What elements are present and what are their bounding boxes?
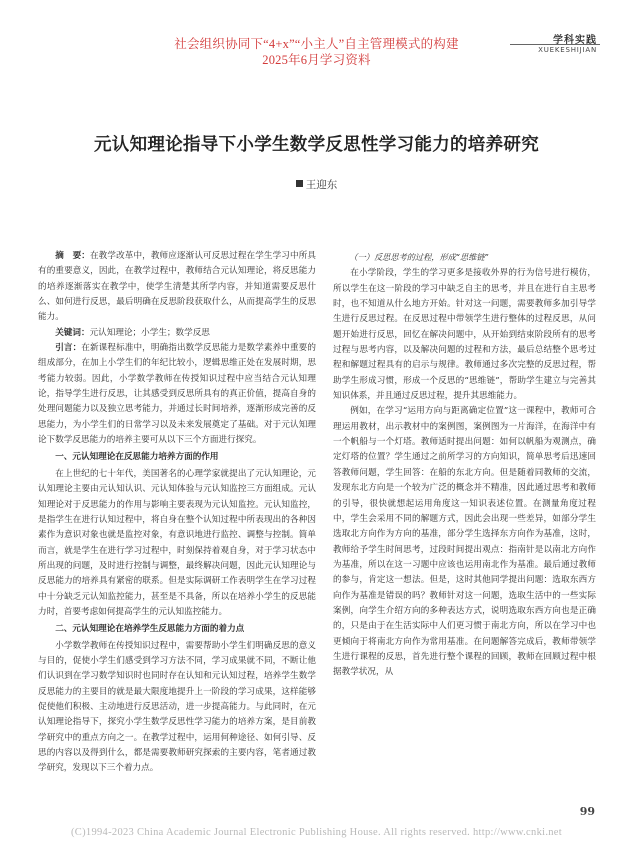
section-1-heading: 一、元认知理论在反思能力培养方面的作用 (55, 452, 219, 463)
intro-paragraph (38, 341, 316, 448)
copyright-footer: (C)1994-2023 China Academic Journal Electronic Publishing House. All rights reserved. http://www.cnki.net (71, 827, 562, 838)
example-paragraph: 例如，在学习“运用方向与距离确定位置”这一课程中，教师可合理运用教材，出示教材中的案例图，案例图为一片海洋，在海洋中有一个帆船与一个灯塔。教师适时提出问题：如何以帆船为观测点，确定灯塔的位置？学生通过之前所学习的方向知识，简单思考后迅速回答教师问题，学生回答：在船的东北方向。但是随着同教师的交流，发现东北方向是一个较为广泛的概念并不精准，因此通过思考和教师的引导，很快就想起运用角度这一知识表述位置。在测量角度过程中，学生会采用不同的解题方式，因此会出现一些差异，如部分学生选取北方向作为方向的基准，部分学生选择东方向作为基准，这时，教师给予学生时间思考，过段时间提出观点：指南针是以南北方向作为基准，所以在这一习题中应该也运用南北作为基准。最后通过教师的参与，肯定这一想法。但是，这时其他同学提出问题：选取东西方向作为基准是错误的吗？教师针对这一问题，选取生活中的一些实际案例，向学生介绍方向的多种表达方式，说明选取东西方向也是正确的，只是由于在生活实际中人们更习惯于南北方向，所以在学习中也更倾向于将南北方向作为常用基准。在问题解答完成后，教师带领学生进行课程的反思，首先进行整个课程的回顾，教师在回顾过程中根据教学状况，从 (333, 406, 596, 678)
watermark-line-2: 2025年6月学习资料 (262, 53, 371, 67)
running-header-english: XUEKESHIJIAN (538, 46, 597, 54)
watermark-line-1: 社会组织协同下“4+x”“小主人”自主管理模式的构建 (174, 37, 459, 51)
subsection-1-heading: （一）反思思考的过程，形成“思维链” (349, 252, 489, 262)
running-header-title: 学科实践 (553, 35, 597, 46)
section-1-paragraph: 在上世纪的七十年代，美国著名的心理学家就提出了元认知理论，元认知理论主要由元认知认识、元认知体验与元认知监控三方面组成。元认知理论对于反思能力的作用与影响主要表现为元认知监控。元认知监控，是指学生在进行认知过程中，将自身在整个认知过程中所表现出的各种因素作为意识对象也就是监控对象，有意识地进行监控、调整与控制。简单而言，就是学生在进行学习过程中，时刻保持着观自身，对于学习状态中所出现的问题，及时进行控制与调整，最终解决问题，因此元认知理论与反思能力的培养具有紧密的联系。但是实际调研工作表明学生在学习过程中十分缺乏元认知监控能力，甚至是不具备，所以在培养小学生的反思能力时，首要考虑如何提高学生的元认知监控能力。 (38, 468, 316, 617)
keywords-text: 元认知理论；小学生；数学反思 (89, 327, 210, 338)
running-header-rule (510, 44, 600, 45)
intro-label: 引言： (55, 343, 82, 354)
section-2-paragraph: 小学数学教师在传授知识过程中，需要帮助小学生们明确反思的意义与目的，促使小学生们感受到学习方法不同，学习成果就不同，不断让他们认识到在学习数学知识时也同时存在认知和元认知过程，培养学生数学反思能力的主要目的就是最大限度地提升上一阶段的学习成果，这样能够促使他们积极、主动地进行反思活动，进一步提高能力。与此同时，在元认知理论指导下，探究小学生数学反思性学习能力的培养方案，是目前教学研究中的重点方向之一。在教学过程中，运用何种途径、如何引导、反思的内容以及得到什么，都是需要教师研究探索的主要内容，笔者通过教学研究，发现以下三个着力点。 (38, 640, 316, 774)
author-line (0, 177, 633, 192)
left-column (38, 249, 316, 777)
intro-text: 在新课程标准中，明确指出数学反思能力是数学素养中重要的组成部分，在加上小学生们的年纪比较小，逻辑思维正处在发展时期，思考能力较弱。因此，小学数学教师在传授知识过程中应当结合元认知理论，指导学生进行反思，让其感受到反思所具有的真正价值，提高自身的处理问题能力以及独立思考能力，并通过长时间培养，逐渐形成完善的反思能力，为小学生们的日常学习以及未来发展奠定了基础。对于元认知理论下数学反思能力的培养主要可从以下三个方面进行探究。 (38, 343, 316, 446)
article-title: 元认知理论指导下小学生数学反思性学习能力的培养研究 (94, 135, 539, 155)
keywords-label: 关键词： (55, 327, 90, 338)
page-number: 99 (579, 805, 595, 818)
abstract-text: 在教学改革中，教师应逐渐认可反思过程在学生学习中所具有的重要意义，因此，在教学过程中，教师结合元认知理论，将反思能力的培养逐渐落实在教学中，使学生清楚其所学内容，并知道需要反思什么、如何进行反思，最后明确在反思阶段获取什么，从而提高学生的反思能力。 (38, 251, 316, 323)
section-2-heading: 二、元认知理论在培养学生反思能力方面的着力点 (55, 624, 245, 635)
keywords-paragraph (38, 326, 316, 341)
abstract-paragraph (38, 249, 316, 326)
square-bullet-icon (296, 180, 303, 187)
abstract-label: 摘 要： (55, 251, 90, 261)
right-column (333, 249, 596, 681)
author-name: 王迎东 (305, 179, 338, 191)
subsection-1-paragraph: 在小学阶段，学生的学习更多是接收外界的行为信号进行模仿，所以学生在这一阶段的学习中缺乏自主的思考，并且在进行自主思考时，也不知道从什么地方开始。针对这一问题，需要教师多加引导学生进行反思过程。在反思过程中带领学生进行整体的过程反思，从问题开始进行反思，回忆在解决问题中，从开始到结束阶段所有的思考过程与思考内容，以及解决问题的过程和方法，最后总结整个思考过程和解题过程具有的启示与规律。教师通过多次完整的反思过程，帮助学生形成习惯，形成一个反思的“思维链”，帮助学生建立与完善其知识体系，并且通过反思过程，提升其思维能力。 (333, 268, 596, 402)
